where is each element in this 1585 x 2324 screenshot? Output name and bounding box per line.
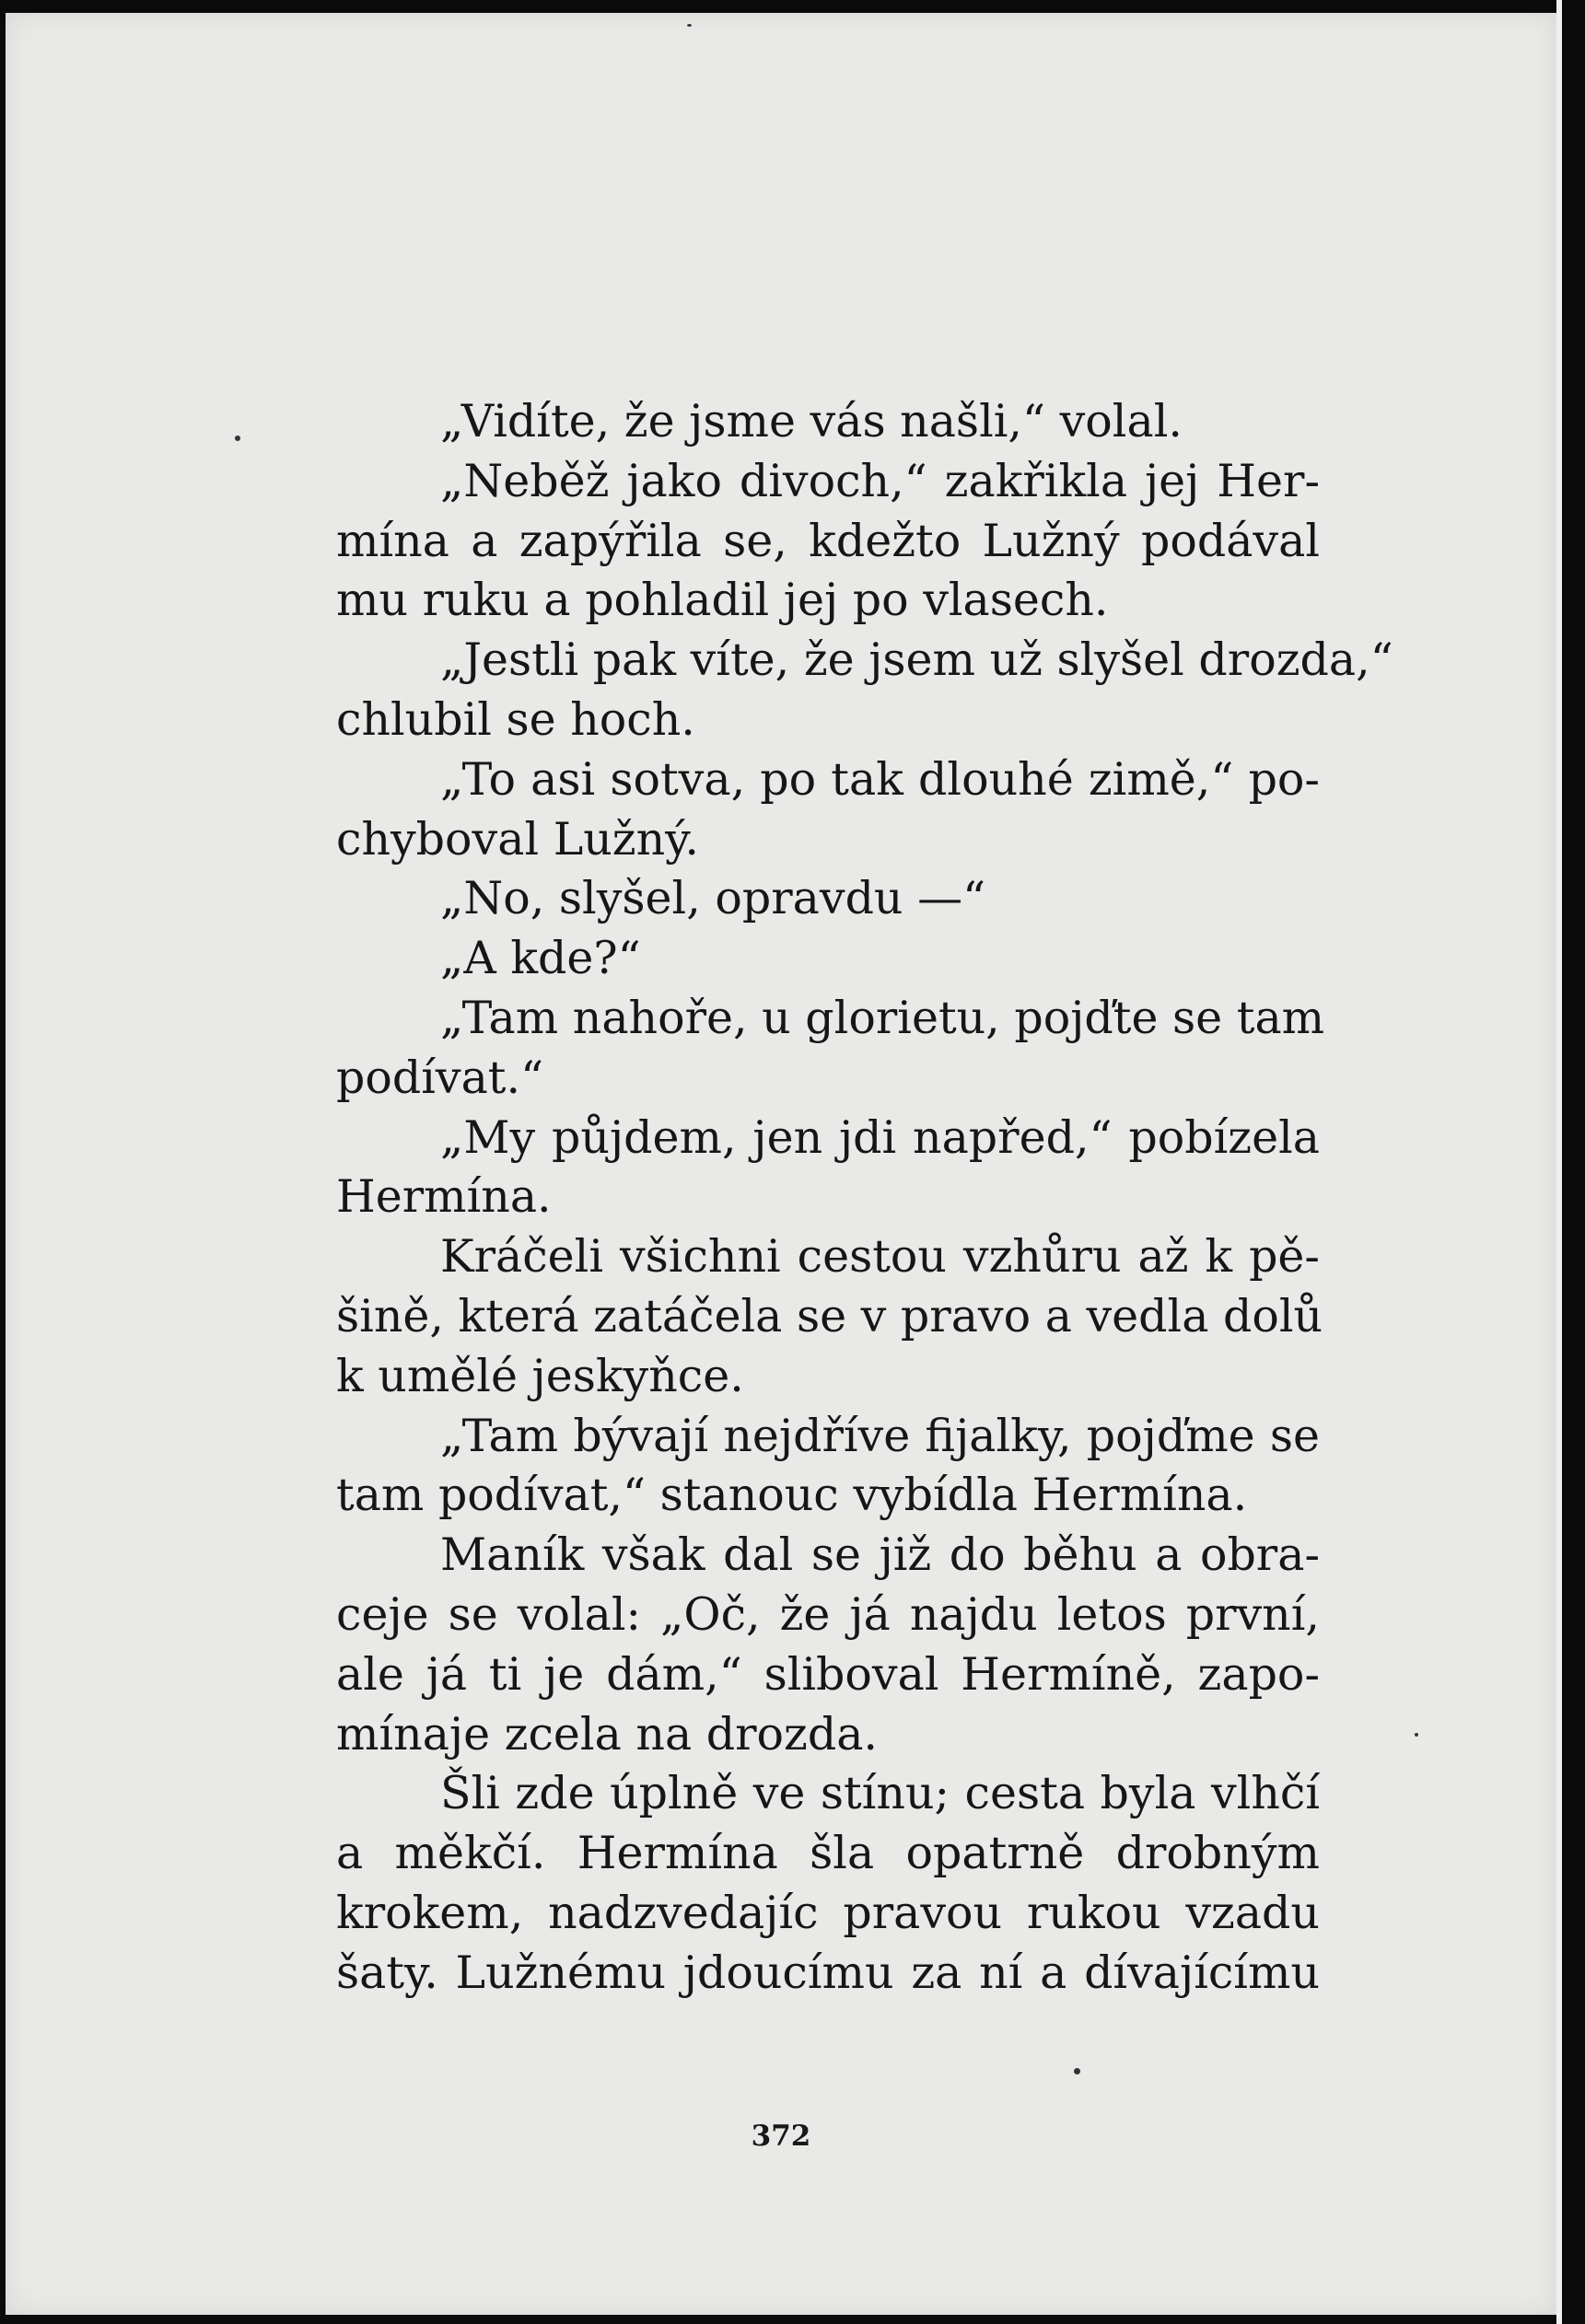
paper-sheet (6, 13, 1556, 2315)
text-line: mínaje zcela na drozda. (336, 1707, 878, 1760)
text-line: „To asi sotva, po tak dlouhé zimě,“ po- (440, 752, 1320, 806)
text-line: „Tam bývají nejdříve fijalky, pojďme se (440, 1409, 1320, 1462)
paper-speck (687, 24, 692, 27)
text-line: šině, která zatáčela se v pravo a vedla dolů (336, 1289, 1323, 1342)
text-line: šaty. Lužnému jdoucímu za ní a dívajícímu (336, 1946, 1320, 1999)
text-line: krokem, nadzvedajíc pravou rukou vzadu (336, 1886, 1320, 1939)
paper-speck (235, 436, 240, 441)
text-line: „My půjdem, jen jdi napřed,“ pobízela (440, 1110, 1320, 1164)
text-line: chyboval Lužný. (336, 812, 699, 866)
text-line: „No, slyšel, opravdu —“ (440, 872, 986, 925)
text-line: k umělé jeskyňce. (336, 1349, 744, 1402)
text-line: „Jestli pak víte, že jsem už slyšel drozda,“ (440, 633, 1393, 687)
text-line: „Tam nahoře, u glorietu, pojďte se tam (440, 991, 1325, 1044)
page-number: 372 (751, 2120, 811, 2153)
text-line: chlubil se hoch. (336, 692, 695, 746)
text-line: mu ruku a pohladil jej po vlasech. (336, 574, 1109, 627)
page-edge (1556, 0, 1562, 2324)
text-line: Hermína. (336, 1170, 552, 1224)
body-text (336, 392, 1393, 2004)
text-line: a měkčí. Hermína šla opatrně drobným (336, 1827, 1320, 1880)
text-line: Šli zde úplně ve stínu; cesta byla vlhčí (440, 1767, 1320, 1820)
text-line: „A kde?“ (440, 932, 641, 985)
text-line: podívat.“ (336, 1051, 544, 1104)
text-line: „Vidíte, že jsme vás našli,“ volal. (440, 395, 1183, 447)
text-line: mína a zapýřila se, kdežto Lužný podával (336, 514, 1320, 567)
text-line: ale já ti je dám,“ sliboval Hermíně, zapo- (336, 1647, 1320, 1701)
paper-speck (1074, 2068, 1080, 2074)
text-line: „Neběž jako divoch,“ zakřikla jej Her- (440, 454, 1320, 507)
text-line: Maník však dal se již do běhu a obra- (440, 1528, 1320, 1582)
paper-speck (1415, 1733, 1418, 1737)
text-line: ceje se volal: „Oč, že já najdu letos první, (336, 1587, 1320, 1641)
text-line: tam podívat,“ stanouc vybídla Hermína. (336, 1469, 1248, 1522)
text-line: Kráčeli všichni cestou vzhůru až k pě- (440, 1230, 1320, 1284)
